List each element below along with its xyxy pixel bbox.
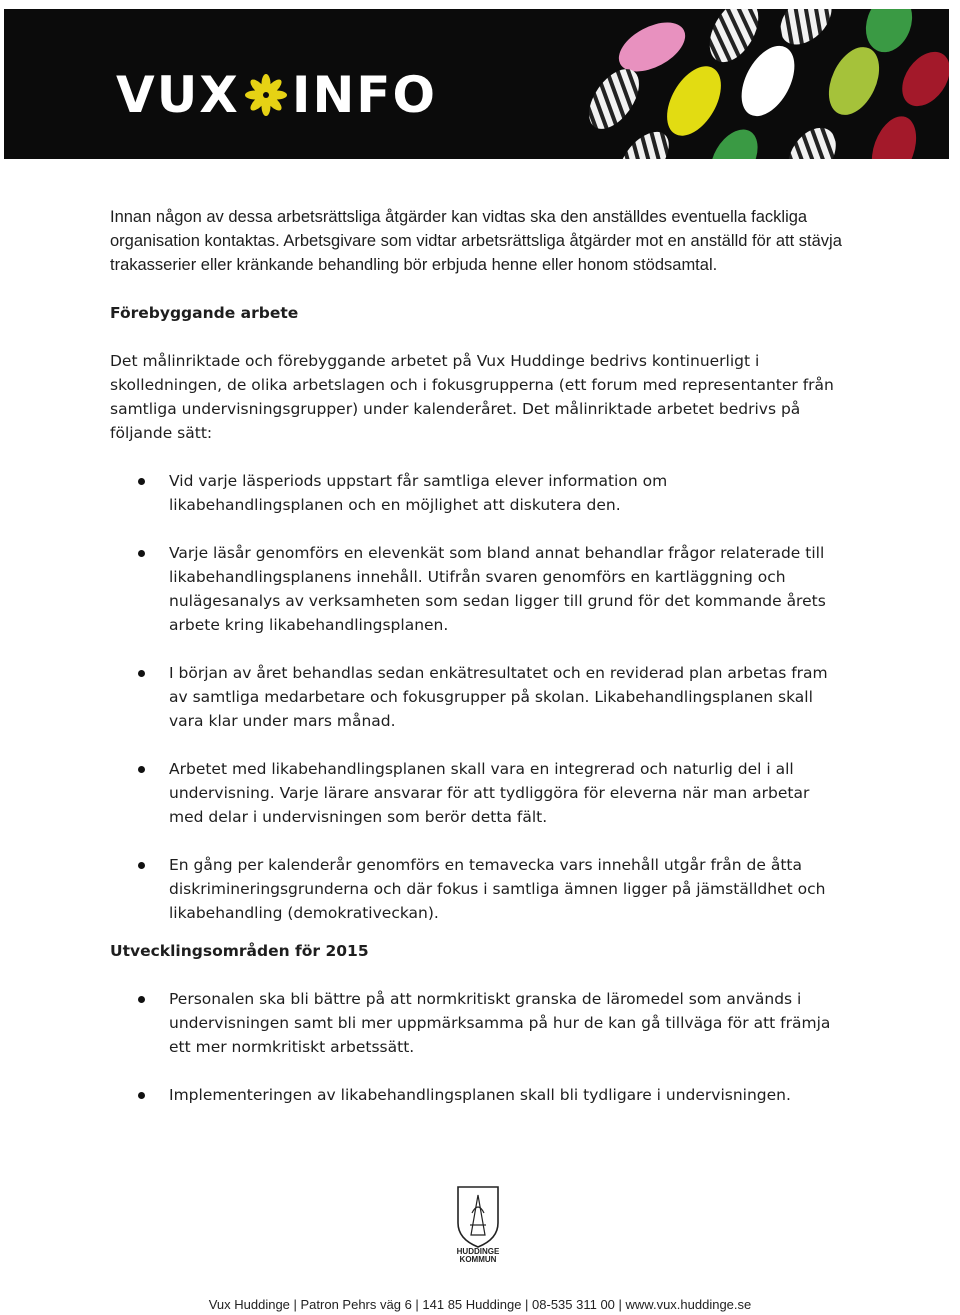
- section-heading-development: Utvecklingsområden för 2015: [110, 942, 369, 960]
- list-item-text: I början av året behandlas sedan enkätresultatet och en reviderad plan arbetas fram av samtliga medarbetare och fokusgrupper på skolan. Likabehandlingsplanen skall vara klar under mars månad.: [169, 664, 828, 730]
- header-banner: [4, 9, 949, 159]
- huddinge-kommun-crest: [448, 1183, 508, 1263]
- bullet-icon: [138, 996, 145, 1003]
- list-item: [110, 853, 845, 925]
- asterisk-flower-icon: [244, 73, 288, 117]
- bullet-icon: [138, 1092, 145, 1099]
- crest-line-1: HUDDINGE: [456, 1247, 500, 1256]
- vux-info-logo: [116, 67, 437, 123]
- list-item: [110, 987, 845, 1059]
- crest-line-2: KOMMUN: [459, 1255, 497, 1263]
- intro-paragraph: Innan någon av dessa arbetsrättsliga åtgärder kan vidtas ska den anställdes eventuella fackliga organisation kontaktas. Arbetsgivare som vidtar arbetsrättsliga åtgärder mot en anställd för att stävja trakasserier eller kränkande behandling bör erbjuda henne eller honom stödsamtal.: [110, 208, 842, 274]
- list-item-text: Vid varje läsperiods uppstart får samtliga elever information om likabehandlingsplanen och en möjlighet att diskutera den.: [169, 472, 668, 514]
- logo-text-right: INFO: [291, 66, 437, 124]
- bullet-icon: [138, 550, 145, 557]
- list-item-text: Arbetet med likabehandlingsplanen skall vara en integrerad och naturlig del i all undervisning. Varje lärare ansvarar för att tydliggöra för eleverna när man arbetar med delar i undervisningen som berör detta fält.: [169, 760, 810, 826]
- document-body: [110, 205, 845, 1131]
- list-item: [110, 541, 845, 637]
- bullet-icon: [138, 478, 145, 485]
- list-item-text: Personalen ska bli bättre på att normkritiskt granska de läromedel som används i undervisningen samt bli mer uppmärksamma på hur de kan gå tillväga för att främja ett mer normkritiskt arbetssätt.: [169, 990, 831, 1056]
- bullet-icon: [138, 766, 145, 773]
- bullet-icon: [138, 670, 145, 677]
- footer-contact: Vux Huddinge | Patron Pehrs väg 6 | 141 85 Huddinge | 08-535 311 00 | www.vux.huddinge.se: [208, 1297, 752, 1312]
- development-list: [110, 987, 845, 1107]
- section-paragraph-preventive: Det målinriktade och förebyggande arbetet på Vux Huddinge bedrivs kontinuerligt i skolledningen, de olika arbetslagen och i fokusgrupperna (ett forum med representanter från samtliga undervisningsgrupper) under kalenderåret. Det målinriktade arbetet bedrivs på följande sätt:: [110, 352, 834, 442]
- list-item: [110, 469, 845, 517]
- list-item: [110, 1083, 845, 1107]
- list-item-text: Varje läsår genomförs en elevenkät som bland annat behandlar frågor relaterade till likabehandlingsplanens innehåll. Utifrån svaren genomförs en kartläggning och nulägesanalys av verksamheten som sedan ligger till grund för det kommande årets arbete kring likabehandlingsplanen.: [169, 544, 826, 634]
- list-item: [110, 757, 845, 829]
- petal-decoration: [544, 9, 949, 159]
- list-item: [110, 661, 845, 733]
- list-item-text: En gång per kalenderår genomförs en temavecka vars innehåll utgår från de åtta diskrimineringsgrunderna och där fokus i samtliga ämnen ligger på jämställdhet och likabehandling (demokrativeckan).: [169, 856, 826, 922]
- section-heading-preventive: Förebyggande arbete: [110, 304, 299, 322]
- preventive-list: [110, 469, 845, 925]
- logo-text-left: VUX: [116, 66, 240, 124]
- list-item-text: Implementeringen av likabehandlingsplanen skall bli tydligare i undervisningen.: [169, 1086, 791, 1104]
- bullet-icon: [138, 862, 145, 869]
